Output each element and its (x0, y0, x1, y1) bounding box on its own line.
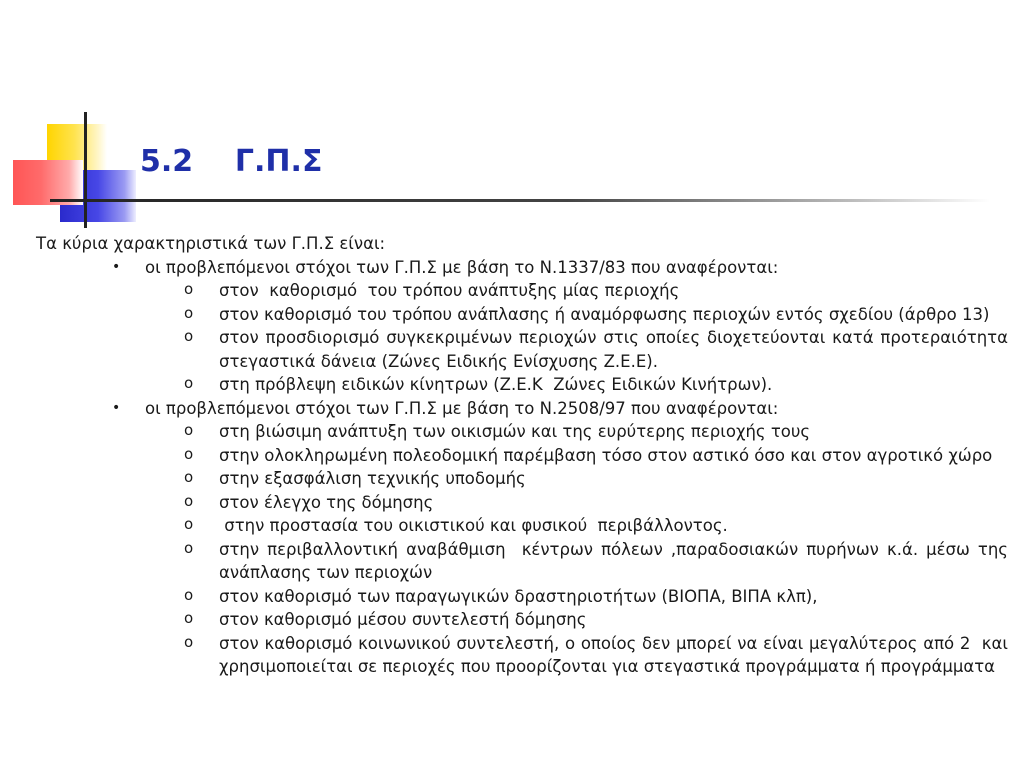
sub-item-text: στην περιβαλλοντική αναβάθμιση κέντρων πόλεων ,παραδοσιακών πυρήνων κ.ά. μέσω της ανάπλασης των περιοχών (219, 539, 1014, 582)
sub-item (36, 444, 1008, 468)
slide-title: 5.2 Γ.Π.Σ (140, 144, 323, 179)
sub-item (36, 373, 1008, 397)
sub-item-text: στον προσδιορισμό συγκεκριμένων περιοχών στις οποίες διοχετεύονται κατά προτεραιότητα στεγαστικά δάνεια (Ζώνες Ειδικής Ενίσχυσης Ζ.Ε.Ε). (219, 328, 1014, 371)
sub-item (36, 491, 1008, 515)
sub-marker: o (184, 538, 194, 557)
sub-item-text: στον καθορισμό μέσου συντελεστή δόμησης (219, 610, 587, 629)
bullet-marker: • (112, 258, 121, 275)
title-decoration (0, 0, 150, 240)
sub-marker: o (184, 303, 194, 322)
sub-marker: o (184, 327, 194, 345)
sub-marker: o (184, 468, 194, 486)
sub-item-text: στη πρόβλεψη ειδικών κίνητρων (Ζ.Ε.Κ Ζώνες Ειδικών Κινήτρων). (219, 375, 773, 394)
sub-item (36, 514, 1008, 538)
title-underline (50, 199, 990, 202)
sub-item-text: στην εξασφάλιση τεχνικής υποδομής (219, 469, 526, 488)
sub-marker: o (184, 515, 194, 533)
sub-item-text: στον έλεγχο της δόμησης (219, 492, 434, 512)
slide-body (36, 232, 1019, 679)
sub-item-text: στον καθορισμό κοινωνικού συντελεστή, ο οποίος δεν μπορεί να είναι μεγαλύτερος από 2 και χρησιμοποιείται σε περιοχές που προορίζονται για στεγαστικά προγράμματα ή προγράμματα (219, 633, 1019, 676)
sub-item (36, 303, 1008, 327)
sub-item (36, 279, 1008, 303)
bullet-text: οι προβλεπόμενοι στόχοι των Γ.Π.Σ με βάση το Ν.2508/97 που αναφέρονται: (145, 398, 779, 418)
sub-item (36, 608, 1008, 632)
sub-item-text: στον καθορισμό του τρόπου ανάπλασης ή αναμόρφωσης περιοχών εντός σχεδίου (άρθρο 13) (219, 304, 990, 324)
sub-marker: o (184, 444, 194, 463)
bullet-item (36, 397, 1008, 421)
sub-marker: o (184, 491, 194, 510)
sub-item (36, 326, 1014, 373)
sub-item (36, 467, 1008, 491)
intro-text: Τα κύρια χαρακτηριστικά των Γ.Π.Σ είναι: (36, 234, 386, 253)
sub-item-text: στον καθορισμό του τρόπου ανάπτυξης μίας περιοχής (219, 281, 680, 300)
sub-item-text: στη βιώσιμη ανάπτυξη των οικισμών και της ευρύτερης περιοχής τους (219, 422, 811, 441)
sub-item (36, 632, 1019, 679)
sub-marker: o (184, 421, 194, 439)
sub-item-text: στην προστασία του οικιστικού και φυσικού περιβάλλοντος. (219, 516, 728, 535)
sub-marker: o (184, 609, 194, 627)
bullet-item (36, 256, 1008, 280)
sub-marker: o (184, 280, 194, 298)
bullet-text: οι προβλεπόμενοι στόχοι των Γ.Π.Σ με βάση το Ν.1337/83 που αναφέρονται: (145, 257, 779, 277)
sub-item (36, 585, 1008, 609)
sub-marker: o (184, 632, 194, 651)
sub-item (36, 538, 1014, 585)
sub-item (36, 420, 1008, 444)
sub-item-text: στην ολοκληρωμένη πολεοδομική παρέμβαση τόσο στον αστικό όσο και στον αγροτικό χώρο (219, 445, 993, 465)
bullet-marker: • (112, 399, 121, 416)
sub-item-text: στον καθορισμό των παραγωγικών δραστηριοτήτων (ΒΙΟΠΑ, ΒΙΠΑ κλπ), (219, 586, 818, 606)
decoration-vertical-line (84, 112, 87, 228)
sub-marker: o (184, 374, 194, 392)
sub-marker: o (184, 585, 194, 604)
